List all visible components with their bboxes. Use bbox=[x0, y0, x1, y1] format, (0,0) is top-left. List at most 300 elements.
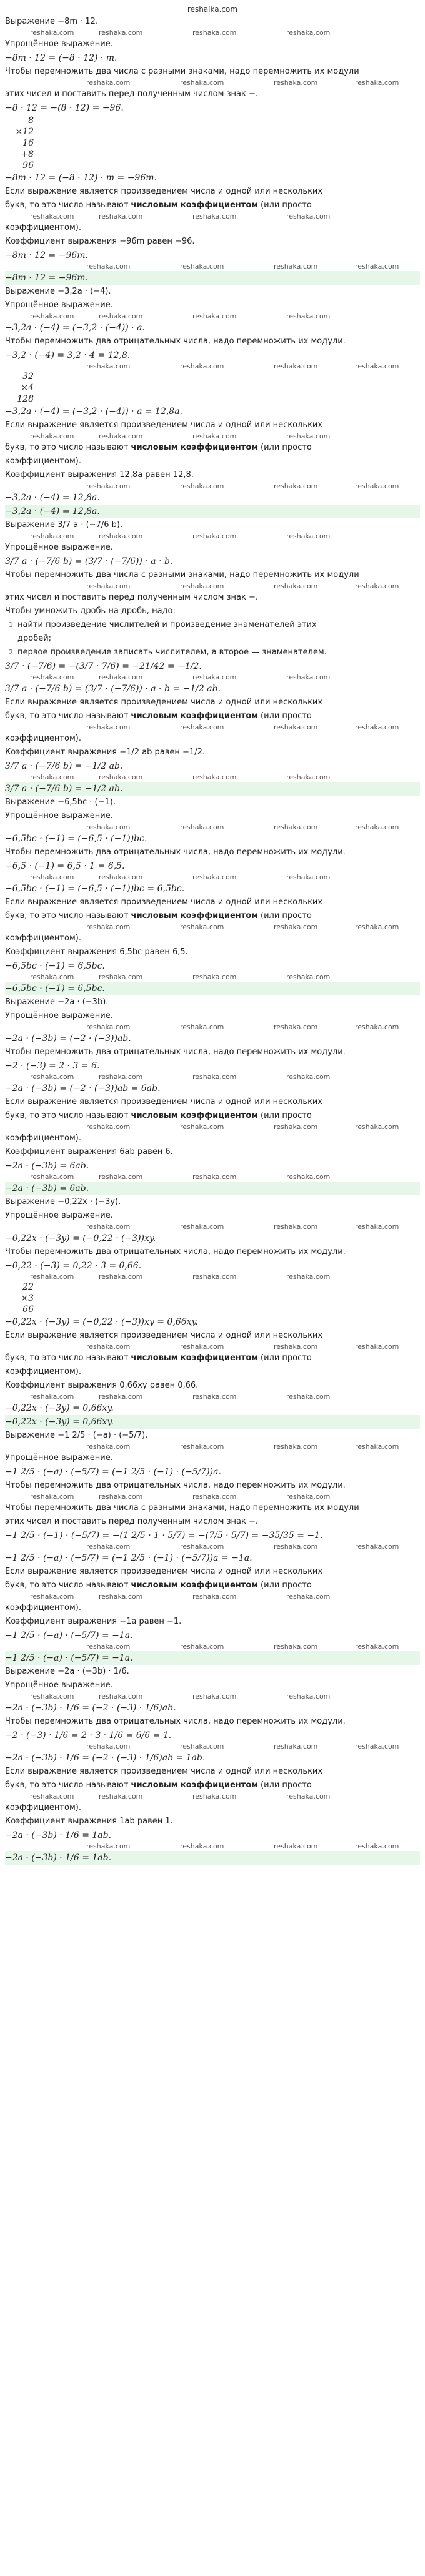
text-fragment: букв, то это число называют bbox=[5, 911, 131, 920]
math-line: −2a · (−3b) · 1/6 = (−2 · (−3) · 1/6)ab. bbox=[5, 1703, 176, 1713]
watermark-row bbox=[5, 212, 420, 221]
watermark-text: reshaka.com bbox=[180, 1023, 224, 1031]
text-line: коэффициентом). bbox=[5, 1803, 81, 1812]
answer-line: −2a · (−3b) = 6ab. bbox=[5, 1182, 420, 1195]
watermark-text: reshaka.com bbox=[86, 1642, 131, 1651]
math-line: −1 2/5 · (−a) · (−5/7) = (−1 2/5 · (−1) · (−5/7))a. bbox=[5, 1467, 221, 1477]
watermark-text: reshaka.com bbox=[30, 29, 74, 37]
column-number: 96 bbox=[22, 160, 34, 170]
watermark-row bbox=[5, 582, 420, 591]
coefficient-definition bbox=[5, 1351, 420, 1365]
watermark-row bbox=[5, 1173, 420, 1182]
coefficient-definition bbox=[5, 199, 420, 212]
text-line: Упрощённое выражение. bbox=[5, 1680, 113, 1690]
watermark-text: reshaka.com bbox=[355, 923, 399, 931]
text-line: Коэффициент выражения 6ab равен 6. bbox=[5, 1147, 173, 1157]
watermark-row bbox=[5, 1443, 420, 1451]
watermark-row bbox=[5, 873, 420, 882]
text-line: Упрощённое выражение. bbox=[5, 811, 113, 821]
watermark-text: reshaka.com bbox=[30, 212, 74, 220]
watermark-row bbox=[5, 823, 420, 832]
watermark-text: reshaka.com bbox=[86, 1443, 131, 1451]
watermark-text: reshaka.com bbox=[99, 1493, 143, 1501]
math-line: −2a · (−3b) = (−2 · (−3))ab = 6ab. bbox=[5, 1083, 161, 1093]
text-line: коэффициентом). bbox=[5, 1603, 81, 1612]
column-multiplication bbox=[5, 1281, 420, 1315]
text-line: Если выражение является произведением числа и одной или нескольких bbox=[5, 1097, 323, 1107]
math-line: −2a · (−3b) = (−2 · (−3))ab. bbox=[5, 1034, 131, 1044]
watermark-row bbox=[5, 79, 420, 87]
watermark-row bbox=[5, 1642, 420, 1651]
bold-term: числовым коэффициентом bbox=[131, 1111, 258, 1120]
text-fragment: (или просто bbox=[258, 443, 312, 452]
math-line: −0,22x · (−3y) = 0,66xy. bbox=[5, 1403, 114, 1413]
watermark-text: reshaka.com bbox=[274, 1343, 318, 1351]
text-fragment: (или просто bbox=[258, 1780, 312, 1790]
text-line: коэффициентом). bbox=[5, 223, 81, 232]
watermark-text: reshaka.com bbox=[99, 1273, 143, 1281]
watermark-row bbox=[5, 923, 420, 932]
bold-term: числовым коэффициентом bbox=[131, 443, 258, 452]
watermark-text: reshaka.com bbox=[180, 1223, 224, 1231]
watermark-text: reshaka.com bbox=[180, 79, 224, 87]
watermark-text: reshaka.com bbox=[180, 1343, 224, 1351]
watermark-text: reshaka.com bbox=[192, 1493, 237, 1501]
watermark-text: reshaka.com bbox=[274, 262, 318, 270]
watermark-text: reshaka.com bbox=[30, 432, 74, 440]
column-row bbox=[9, 382, 420, 393]
watermark-row bbox=[5, 1742, 420, 1751]
watermark-text: reshaka.com bbox=[355, 1023, 399, 1031]
watermark-text: reshaka.com bbox=[86, 482, 131, 490]
watermark-text: reshaka.com bbox=[180, 582, 224, 590]
text-line: Чтобы перемножить два отрицательных числа, надо перемножить их модули. bbox=[5, 337, 346, 346]
watermark-row bbox=[5, 1692, 420, 1701]
text-line: Коэффициент выражения −1/2 ab равен −1/2. bbox=[5, 748, 206, 757]
watermark-text: reshaka.com bbox=[180, 1443, 224, 1451]
math-line: 3/7 a · (−7/6 b) = −1/2 ab. bbox=[5, 761, 123, 771]
watermark-text: reshaka.com bbox=[286, 312, 331, 320]
text-line: Чтобы перемножить два отрицательных числа, надо перемножить их модули. bbox=[5, 1047, 346, 1057]
watermark-text: reshaka.com bbox=[274, 79, 318, 87]
math-line: −3,2a · (−4) = 12,8a. bbox=[5, 493, 100, 503]
watermark-row bbox=[5, 1542, 420, 1551]
text-line: коэффициентом). bbox=[5, 934, 81, 943]
watermark-text: reshaka.com bbox=[355, 1642, 399, 1651]
watermark-text: reshaka.com bbox=[286, 773, 331, 781]
watermark-row bbox=[5, 1023, 420, 1032]
watermark-text: reshaka.com bbox=[30, 873, 74, 881]
text-line: коэффициентом). bbox=[5, 734, 81, 743]
bold-term: числовым коэффициентом bbox=[131, 1780, 258, 1790]
watermark-text: reshaka.com bbox=[355, 482, 399, 490]
math-line: −2a · (−3b) = 6ab. bbox=[5, 1161, 89, 1171]
text-line: коэффициентом). bbox=[5, 456, 81, 466]
column-number: 16 bbox=[22, 138, 34, 148]
answer-line: −8m · 12 = −96m. bbox=[5, 271, 420, 285]
column-number: 66 bbox=[22, 1305, 34, 1315]
watermark-row bbox=[5, 1073, 420, 1082]
watermark-row bbox=[5, 723, 420, 732]
math-line: −3,2 · (−4) = 3,2 · 4 = 12,8. bbox=[5, 350, 131, 360]
math-line: −2a · (−3b) · 1/6 = (−2 · (−3) · 1/6)ab = 1ab. bbox=[5, 1753, 206, 1763]
text-line: Упрощённое выражение. bbox=[5, 543, 113, 552]
watermark-text: reshaka.com bbox=[99, 1073, 143, 1081]
text-line: Если выражение является произведением числа и одной или нескольких bbox=[5, 897, 323, 907]
watermark-text: reshaka.com bbox=[86, 1223, 131, 1231]
watermark-text: reshaka.com bbox=[274, 1742, 318, 1750]
watermark-row bbox=[5, 1273, 420, 1281]
watermark-row bbox=[5, 432, 420, 441]
watermark-text: reshaka.com bbox=[286, 1493, 331, 1501]
watermark-text: reshaka.com bbox=[99, 432, 143, 440]
text-fragment: букв, то это число называют bbox=[5, 1780, 131, 1790]
text-line: Коэффициент выражения 0,66xy равен 0,66. bbox=[5, 1381, 199, 1390]
math-line: −1 2/5 · (−a) · (−5/7) = −1a. bbox=[5, 1631, 133, 1641]
column-number: 32 bbox=[22, 372, 34, 382]
watermark-text: reshaka.com bbox=[274, 823, 318, 831]
math-line: −1 2/5 · (−a) · (−5/7) = (−1 2/5 · (−1) · (−5/7))a = −1a. bbox=[5, 1553, 252, 1563]
math-line: −3,2a · (−4) = (−3,2 · (−4)) · a. bbox=[5, 323, 145, 333]
math-line: 3/7 a · (−7/6 b) = (3/7 · (−7/6)) · a · b = −1/2 ab. bbox=[5, 684, 221, 694]
list-marker: 1 bbox=[9, 621, 13, 629]
watermark-text: reshaka.com bbox=[286, 1792, 331, 1800]
watermark-text: reshaka.com bbox=[192, 1073, 237, 1081]
watermark-text: reshaka.com bbox=[286, 212, 331, 220]
bold-term: числовым коэффициентом bbox=[131, 200, 258, 210]
text-line: Выражение −6,5bc · (−1). bbox=[5, 797, 116, 807]
watermark-text: reshaka.com bbox=[86, 79, 131, 87]
text-line: Чтобы перемножить два числа с разными знаками, надо перемножить их модули bbox=[5, 570, 359, 580]
math-line: −0,22x · (−3y) = (−0,22 · (−3))xy. bbox=[5, 1233, 156, 1243]
column-number: 8 bbox=[28, 116, 34, 126]
column-number: 128 bbox=[17, 394, 34, 404]
text-fragment: букв, то это число называют bbox=[5, 711, 131, 721]
watermark-text: reshaka.com bbox=[30, 1173, 74, 1181]
watermark-text: reshaka.com bbox=[86, 1123, 131, 1131]
watermark-text: reshaka.com bbox=[192, 1592, 237, 1601]
math-line: −0,22x · (−3y) = (−0,22 · (−3))xy = 0,66xy. bbox=[5, 1317, 198, 1327]
column-row bbox=[9, 371, 420, 382]
text-line: Чтобы перемножить два отрицательных числа, надо перемножить их модули. bbox=[5, 1481, 346, 1490]
watermark-text: reshaka.com bbox=[99, 1592, 143, 1601]
watermark-text: reshaka.com bbox=[30, 532, 74, 540]
watermark-text: reshaka.com bbox=[355, 1343, 399, 1351]
watermark-text: reshaka.com bbox=[86, 723, 131, 731]
math-line: −8 · 12 = −(8 · 12) = −96. bbox=[5, 103, 124, 113]
watermark-row bbox=[5, 673, 420, 682]
watermark-text: reshaka.com bbox=[30, 673, 74, 681]
math-line: −6,5bc · (−1) = 6,5bc. bbox=[5, 961, 105, 971]
watermark-text: reshaka.com bbox=[99, 212, 143, 220]
math-line: −8m · 12 = (−8 · 12) · m = −96m. bbox=[5, 173, 157, 183]
text-line: коэффициентом). bbox=[5, 1367, 81, 1376]
watermark-text: reshaka.com bbox=[192, 532, 237, 540]
watermark-text: reshaka.com bbox=[99, 29, 143, 37]
list-item bbox=[5, 618, 420, 632]
watermark-text: reshaka.com bbox=[86, 1742, 131, 1750]
watermark-text: reshaka.com bbox=[274, 482, 318, 490]
text-line: Если выражение является произведением числа и одной или нескольких bbox=[5, 420, 323, 430]
watermark-text: reshaka.com bbox=[180, 262, 224, 270]
text-line: Коэффициент выражения −1a равен −1. bbox=[5, 1617, 182, 1626]
math-line: −6,5bc · (−1) = (−6,5 · (−1))bc. bbox=[5, 834, 148, 844]
math-line: 3/7 a · (−7/6 b) = (3/7 · (−7/6)) · a · b. bbox=[5, 556, 173, 566]
watermark-text: reshaka.com bbox=[286, 432, 331, 440]
column-multiplication bbox=[5, 115, 420, 171]
watermark-row bbox=[5, 532, 420, 541]
watermark-text: reshaka.com bbox=[355, 1123, 399, 1131]
math-line: −6,5bc · (−1) = (−6,5 · (−1))bc = 6,5bc. bbox=[5, 884, 185, 894]
list-item-continued: дробей; bbox=[18, 634, 52, 643]
column-number: 22 bbox=[22, 1282, 34, 1292]
watermark-text: reshaka.com bbox=[30, 312, 74, 320]
watermark-text: reshaka.com bbox=[274, 362, 318, 370]
watermark-text: reshaka.com bbox=[180, 723, 224, 731]
watermark-text: reshaka.com bbox=[86, 1542, 131, 1551]
text-fragment: (или просто bbox=[258, 1581, 312, 1590]
solution-content bbox=[5, 15, 420, 1865]
watermark-text: reshaka.com bbox=[192, 29, 237, 37]
coefficient-definition bbox=[5, 909, 420, 923]
watermark-text: reshaka.com bbox=[286, 532, 331, 540]
text-line: Чтобы перемножить два числа с разными знаками, надо перемножить их модули bbox=[5, 1503, 359, 1513]
list-marker: 2 bbox=[9, 648, 13, 656]
column-row bbox=[9, 126, 420, 137]
watermark-text: reshaka.com bbox=[86, 582, 131, 590]
watermark-text: reshaka.com bbox=[86, 1842, 131, 1850]
watermark-text: reshaka.com bbox=[355, 1443, 399, 1451]
text-line: Если выражение является произведением числа и одной или нескольких bbox=[5, 1567, 323, 1576]
watermark-text: reshaka.com bbox=[192, 973, 237, 981]
watermark-row bbox=[5, 1393, 420, 1401]
text-fragment: букв, то это число называют bbox=[5, 200, 131, 210]
watermark-text: reshaka.com bbox=[355, 1542, 399, 1551]
column-row bbox=[9, 1281, 420, 1293]
watermark-text: reshaka.com bbox=[274, 923, 318, 931]
watermark-text: reshaka.com bbox=[355, 823, 399, 831]
watermark-row bbox=[5, 973, 420, 982]
watermark-text: reshaka.com bbox=[99, 532, 143, 540]
text-line: этих чисел и поставить перед полученным числом знак −. bbox=[5, 593, 258, 602]
coefficient-definition bbox=[5, 441, 420, 455]
column-row bbox=[9, 137, 420, 149]
watermark-text: reshaka.com bbox=[274, 1023, 318, 1031]
text-line: Коэффициент выражения 6,5bc равен 6,5. bbox=[5, 947, 188, 957]
watermark-text: reshaka.com bbox=[99, 973, 143, 981]
watermark-text: reshaka.com bbox=[180, 362, 224, 370]
watermark-text: reshaka.com bbox=[180, 923, 224, 931]
answer-line: 3/7 a · (−7/6 b) = −1/2 ab. bbox=[5, 782, 420, 796]
watermark-text: reshaka.com bbox=[86, 262, 131, 270]
text-line: Чтобы перемножить два отрицательных числа, надо перемножить их модули. bbox=[5, 1247, 346, 1256]
column-number: ×12 bbox=[15, 127, 34, 137]
text-fragment: (или просто bbox=[258, 1353, 312, 1363]
text-line: Если выражение является произведением числа и одной или нескольких bbox=[5, 187, 323, 196]
text-line: Если выражение является произведением числа и одной или нескольких bbox=[5, 698, 323, 707]
text-line: Чтобы умножить дробь на дробь, надо: bbox=[5, 606, 176, 616]
watermark-text: reshaka.com bbox=[30, 1792, 74, 1800]
watermark-text: reshaka.com bbox=[99, 773, 143, 781]
text-line: Коэффициент выражения −96m равен −96. bbox=[5, 237, 195, 246]
watermark-text: reshaka.com bbox=[192, 673, 237, 681]
watermark-text: reshaka.com bbox=[180, 1842, 224, 1850]
answer-line: −2a · (−3b) · 1/6 = 1ab. bbox=[5, 1851, 420, 1865]
watermark-text: reshaka.com bbox=[355, 262, 399, 270]
watermark-text: reshaka.com bbox=[355, 1223, 399, 1231]
watermark-text: reshaka.com bbox=[355, 362, 399, 370]
text-fragment: (или просто bbox=[258, 1111, 312, 1120]
watermark-text: reshaka.com bbox=[30, 973, 74, 981]
column-number: ×3 bbox=[21, 1293, 34, 1303]
watermark-text: reshaka.com bbox=[274, 1542, 318, 1551]
list-item-text: найти произведение числителей и произведение знаменателей этих bbox=[18, 620, 317, 629]
watermark-text: reshaka.com bbox=[286, 973, 331, 981]
watermark-row bbox=[5, 29, 420, 37]
watermark-row bbox=[5, 1792, 420, 1801]
math-line: −1 2/5 · (−1) · (−5/7) = −(1 2/5 · 1 · 5/7) = −(7/5 · 5/7) = −35/35 = −1. bbox=[5, 1531, 323, 1541]
watermark-text: reshaka.com bbox=[286, 673, 331, 681]
watermark-text: reshaka.com bbox=[99, 873, 143, 881]
text-fragment: (или просто bbox=[258, 711, 312, 721]
column-row bbox=[9, 160, 420, 171]
watermark-text: reshaka.com bbox=[192, 1692, 237, 1700]
text-fragment: букв, то это число называют bbox=[5, 1581, 131, 1590]
list-item-text: первое произведение записать числителем, а второе — знаменателем. bbox=[18, 648, 327, 657]
text-line: Чтобы перемножить два отрицательных числа, надо перемножить их модули. bbox=[5, 1717, 346, 1726]
watermark-text: reshaka.com bbox=[30, 773, 74, 781]
bold-term: числовым коэффициентом bbox=[131, 711, 258, 721]
math-line: −6,5 · (−1) = 6,5 · 1 = 6,5. bbox=[5, 861, 125, 871]
watermark-text: reshaka.com bbox=[192, 432, 237, 440]
coefficient-definition bbox=[5, 1109, 420, 1123]
watermark-text: reshaka.com bbox=[30, 1692, 74, 1700]
watermark-text: reshaka.com bbox=[99, 1692, 143, 1700]
watermark-text: reshaka.com bbox=[355, 79, 399, 87]
watermark-text: reshaka.com bbox=[192, 1173, 237, 1181]
watermark-text: reshaka.com bbox=[86, 1343, 131, 1351]
watermark-text: reshaka.com bbox=[86, 1023, 131, 1031]
watermark-text: reshaka.com bbox=[192, 773, 237, 781]
watermark-text: reshaka.com bbox=[286, 1173, 331, 1181]
watermark-text: reshaka.com bbox=[286, 873, 331, 881]
watermark-text: reshaka.com bbox=[180, 482, 224, 490]
watermark-text: reshaka.com bbox=[286, 1692, 331, 1700]
column-row bbox=[9, 1304, 420, 1315]
watermark-text: reshaka.com bbox=[180, 1742, 224, 1750]
text-line: Упрощённое выражение. bbox=[5, 1453, 113, 1463]
watermark-text: reshaka.com bbox=[286, 1393, 331, 1401]
answer-line: −0,22x · (−3y) = 0,66xy. bbox=[5, 1415, 420, 1429]
text-line: Выражение −1 2/5 · (−a) · (−5/7). bbox=[5, 1431, 148, 1440]
text-line: Выражение −0,22x · (−3y). bbox=[5, 1197, 121, 1207]
watermark-text: reshaka.com bbox=[180, 1123, 224, 1131]
list-item bbox=[5, 646, 420, 659]
text-line: Коэффициент выражения 1ab равен 1. bbox=[5, 1817, 173, 1826]
watermark-text: reshaka.com bbox=[180, 823, 224, 831]
text-line: Выражение −3,2a · (−4). bbox=[5, 287, 111, 296]
coefficient-definition bbox=[5, 1579, 420, 1592]
watermark-row bbox=[5, 1842, 420, 1851]
math-line: −2a · (−3b) · 1/6 = 1ab. bbox=[5, 1830, 112, 1840]
column-row bbox=[9, 149, 420, 160]
watermark-text: reshaka.com bbox=[180, 1542, 224, 1551]
text-line: Выражение −2a · (−3b). bbox=[5, 997, 109, 1007]
watermark-text: reshaka.com bbox=[99, 1173, 143, 1181]
answer-line: −6,5bc · (−1) = 6,5bc. bbox=[5, 982, 420, 995]
watermark-row bbox=[5, 262, 420, 271]
math-line: −8m · 12 = (−8 · 12) · m. bbox=[5, 53, 118, 63]
text-line: коэффициентом). bbox=[5, 1133, 81, 1143]
watermark-text: reshaka.com bbox=[30, 1073, 74, 1081]
watermark-text: reshaka.com bbox=[99, 1393, 143, 1401]
watermark-text: reshaka.com bbox=[30, 1393, 74, 1401]
column-row bbox=[9, 393, 420, 405]
watermark-text: reshaka.com bbox=[274, 1842, 318, 1850]
coefficient-definition bbox=[5, 709, 420, 723]
watermark-row bbox=[5, 1343, 420, 1351]
text-fragment: букв, то это число называют bbox=[5, 1111, 131, 1120]
watermark-text: reshaka.com bbox=[180, 1642, 224, 1651]
text-line: Упрощённое выражение. bbox=[5, 1011, 113, 1020]
text-line: этих чисел и поставить перед полученным числом знак −. bbox=[5, 1517, 258, 1526]
watermark-text: reshaka.com bbox=[30, 1493, 74, 1501]
watermark-text: reshaka.com bbox=[355, 1842, 399, 1850]
watermark-text: reshaka.com bbox=[274, 1123, 318, 1131]
bold-term: числовым коэффициентом bbox=[131, 1353, 258, 1363]
site-header[interactable]: reshalka.com bbox=[187, 5, 238, 14]
text-line: Если выражение является произведением числа и одной или нескольких bbox=[5, 1767, 323, 1776]
watermark-text: reshaka.com bbox=[99, 673, 143, 681]
watermark-text: reshaka.com bbox=[286, 1073, 331, 1081]
column-row bbox=[9, 115, 420, 126]
watermark-text: reshaka.com bbox=[274, 1642, 318, 1651]
watermark-row bbox=[5, 1592, 420, 1601]
text-fragment: букв, то это число называют bbox=[5, 1353, 131, 1363]
watermark-text: reshaka.com bbox=[99, 1792, 143, 1800]
bold-term: числовым коэффициентом bbox=[131, 911, 258, 920]
watermark-text: reshaka.com bbox=[192, 1273, 237, 1281]
column-row bbox=[9, 1293, 420, 1304]
watermark-text: reshaka.com bbox=[30, 1592, 74, 1601]
text-line: Выражение −8m · 12. bbox=[5, 17, 99, 26]
text-line: Коэффициент выражения 12,8a равен 12,8. bbox=[5, 470, 194, 480]
watermark-row bbox=[5, 1493, 420, 1501]
watermark-text: reshaka.com bbox=[86, 923, 131, 931]
watermark-text: reshaka.com bbox=[192, 873, 237, 881]
watermark-text: reshaka.com bbox=[274, 723, 318, 731]
text-line: этих чисел и поставить перед полученным числом знак −. bbox=[5, 89, 258, 99]
text-fragment: букв, то это число называют bbox=[5, 443, 131, 452]
bold-term: числовым коэффициентом bbox=[131, 1581, 258, 1590]
watermark-text: reshaka.com bbox=[192, 1792, 237, 1800]
math-line: 3/7 · (−7/6) = −(3/7 · 7/6) = −21/42 = −1/2. bbox=[5, 661, 202, 671]
text-line: Чтобы перемножить два отрицательных числа, надо перемножить их модули. bbox=[5, 847, 346, 857]
text-line: Если выражение является произведением числа и одной или нескольких bbox=[5, 1331, 323, 1340]
text-fragment: (или просто bbox=[258, 911, 312, 920]
watermark-text: reshaka.com bbox=[99, 312, 143, 320]
math-line: −0,22 · (−3) = 0,22 · 3 = 0,66. bbox=[5, 1261, 142, 1271]
math-line: −2 · (−3) · 1/6 = 2 · 3 · 1/6 = 6/6 = 1. bbox=[5, 1730, 172, 1740]
watermark-text: reshaka.com bbox=[355, 1742, 399, 1750]
answer-line: −1 2/5 · (−a) · (−5/7) = −1a. bbox=[5, 1651, 420, 1665]
watermark-text: reshaka.com bbox=[274, 1443, 318, 1451]
column-multiplication bbox=[5, 371, 420, 405]
watermark-text: reshaka.com bbox=[30, 1273, 74, 1281]
watermark-row bbox=[5, 773, 420, 782]
watermark-row bbox=[5, 482, 420, 491]
math-line: −3,2a · (−4) = (−3,2 · (−4)) · a = 12,8a. bbox=[5, 407, 183, 417]
